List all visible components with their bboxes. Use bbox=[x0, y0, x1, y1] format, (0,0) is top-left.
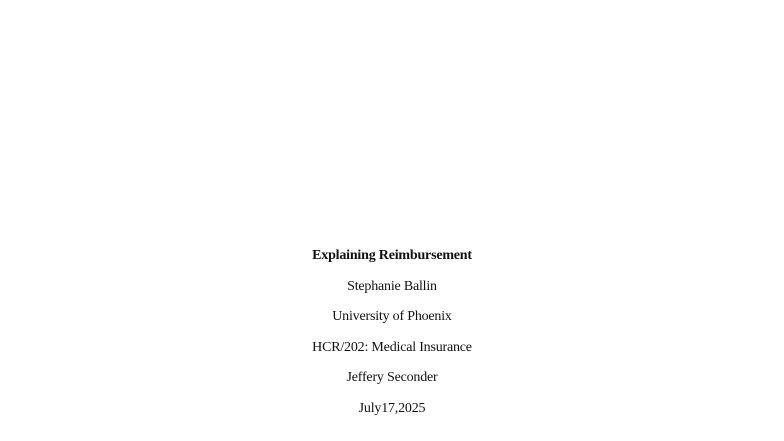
institution-name: University of Phoenix bbox=[332, 309, 452, 325]
due-date: July17,2025 bbox=[358, 400, 426, 416]
course-name: HCR/202: Medical Insurance bbox=[312, 339, 472, 355]
instructor-name: Jeffery Seconder bbox=[346, 370, 438, 386]
author-name: Stephanie Ballin bbox=[347, 278, 437, 294]
title-block bbox=[0, 245, 784, 429]
paper-title: Explaining Reimbursement bbox=[312, 248, 472, 263]
